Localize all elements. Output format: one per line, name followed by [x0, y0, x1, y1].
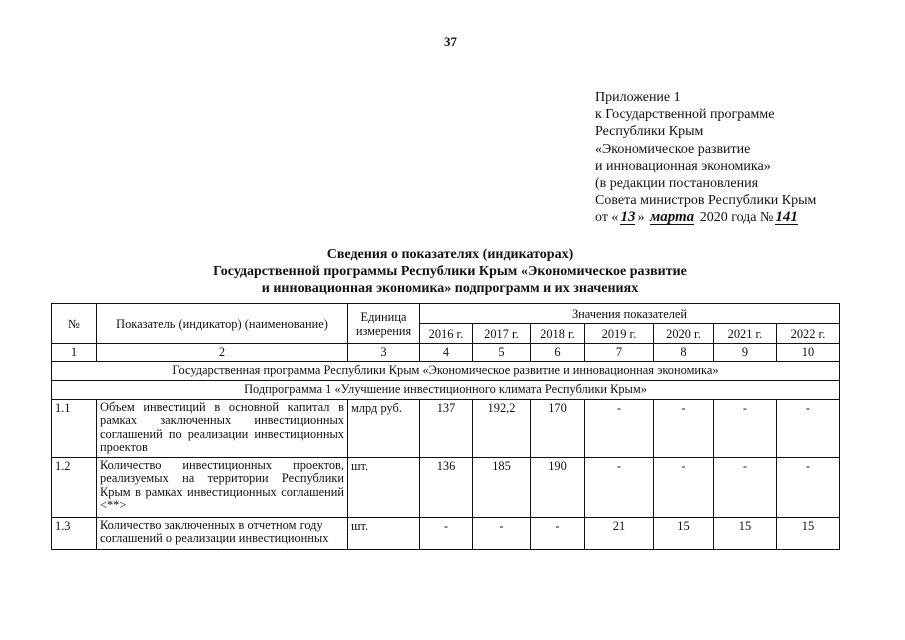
date-sep: » [637, 210, 645, 226]
header-num: № [52, 304, 97, 344]
date-year: 2020 года № [699, 210, 774, 226]
header-year: 2022 г. [777, 324, 840, 344]
row-value: 190 [531, 458, 585, 518]
row-value: 21 [585, 518, 654, 550]
appendix-block [595, 89, 816, 227]
appendix-line: «Экономическое развитие [595, 141, 751, 157]
column-number: 2 [97, 344, 348, 362]
title-line-2: Государственной программы Республики Крым «Экономическое развитие [213, 264, 687, 279]
handwritten-day: 13 [620, 209, 636, 226]
header-values: Значения показателей [420, 304, 840, 324]
date-prefix: от « [595, 210, 619, 226]
row-value: 15 [714, 518, 777, 550]
row-value: 15 [654, 518, 714, 550]
table-row [52, 458, 840, 518]
column-number: 3 [348, 344, 420, 362]
header-year: 2018 г. [531, 324, 585, 344]
row-value: - [420, 518, 473, 550]
row-value: - [473, 518, 531, 550]
program-row [52, 362, 840, 381]
title-line-3: и инновационная экономика» подпрограмм и их значениях [261, 281, 639, 296]
row-value: 15 [777, 518, 840, 550]
row-num: 1.3 [52, 518, 97, 550]
appendix-line: Приложение 1 [595, 90, 681, 105]
row-value: - [531, 518, 585, 550]
column-numbers-row [52, 344, 840, 362]
row-value: - [654, 458, 714, 518]
header-year: 2019 г. [585, 324, 654, 344]
row-unit: шт. [348, 518, 420, 550]
appendix-line: (в редакции постановления [595, 176, 759, 192]
row-num: 1.1 [52, 400, 97, 458]
appendix-line: к Государственной программе [595, 107, 775, 123]
header-indicator: Показатель (индикатор) (наименование) [97, 304, 348, 344]
row-value: - [714, 458, 777, 518]
row-value: 137 [420, 400, 473, 458]
subprogram-row [52, 381, 840, 400]
row-indicator: Количество заключенных в отчетном году соглашений о реализации инвестиционных [97, 518, 348, 550]
row-value: 136 [420, 458, 473, 518]
page-number: 37 [444, 34, 457, 49]
column-number: 1 [52, 344, 97, 362]
row-value: - [585, 458, 654, 518]
row-value: 185 [473, 458, 531, 518]
column-number: 10 [777, 344, 840, 362]
row-unit: млрд руб. [348, 400, 420, 458]
appendix-line: и инновационная экономика» [595, 158, 771, 174]
title-line-1: Сведения о показателях (индикаторах) [326, 247, 574, 262]
row-value: - [714, 400, 777, 458]
column-number: 5 [473, 344, 531, 362]
header-unit: Единица измерения [348, 304, 420, 344]
row-value: 170 [531, 400, 585, 458]
header-year: 2021 г. [714, 324, 777, 344]
row-value: - [654, 400, 714, 458]
row-value: 192,2 [473, 400, 531, 458]
row-indicator: Количество инвестиционных проектов, реализуемых на территории Республики Крым в рамках инвестиционных соглашений <**> [97, 458, 348, 518]
header-year: 2016 г. [420, 324, 473, 344]
indicators-table [51, 303, 840, 550]
appendix-line: Республики Крым [595, 124, 704, 140]
row-value: - [777, 458, 840, 518]
row-value: - [585, 400, 654, 458]
row-unit: шт. [348, 458, 420, 518]
appendix-date-line [595, 209, 816, 226]
column-number: 9 [714, 344, 777, 362]
header-year: 2020 г. [654, 324, 714, 344]
subprogram-title: Подпрограмма 1 «Улучшение инвестиционного климата Республики Крым» [52, 381, 840, 400]
document-title [100, 246, 800, 297]
table-row [52, 400, 840, 458]
row-num: 1.2 [52, 458, 97, 518]
column-number: 4 [420, 344, 473, 362]
row-indicator: Объем инвестиций в основной капитал в рамках заключенных инвестиционных соглашений по реализации инвестиционных проектов [97, 400, 348, 458]
appendix-line: Совета министров Республики Крым [595, 193, 817, 209]
row-value: - [777, 400, 840, 458]
handwritten-month: марта [649, 209, 695, 226]
header-year: 2017 г. [473, 324, 531, 344]
program-title: Государственная программа Республики Крым «Экономическое развитие и инновационная экономика» [52, 362, 840, 381]
column-number: 7 [585, 344, 654, 362]
column-number: 6 [531, 344, 585, 362]
column-number: 8 [654, 344, 714, 362]
handwritten-number: 141 [775, 209, 798, 226]
table-row [52, 518, 840, 550]
